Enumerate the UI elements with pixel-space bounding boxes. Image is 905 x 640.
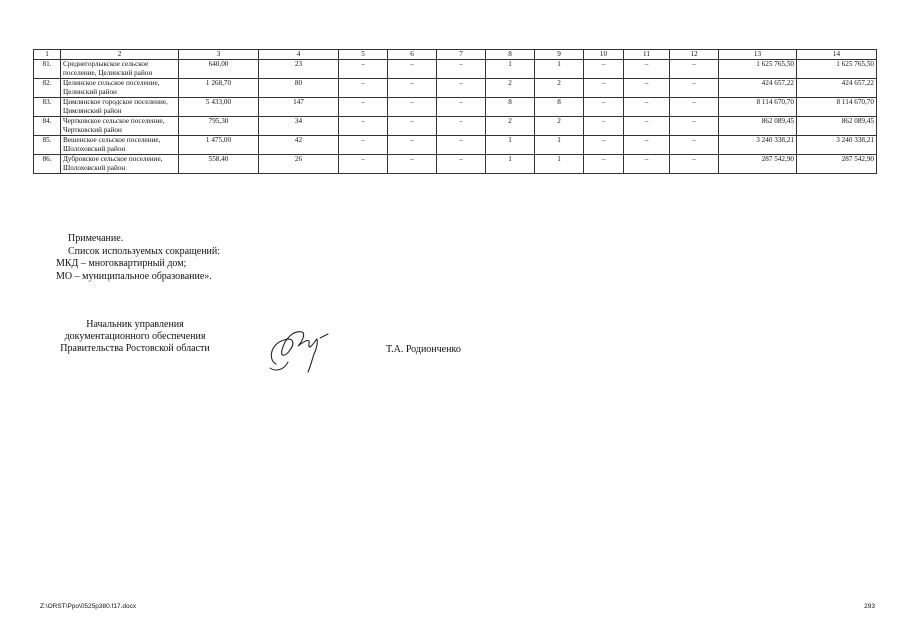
- position-line: документационного обеспечения: [64, 331, 206, 342]
- table-cell: –: [339, 60, 388, 79]
- table-cell: 1: [486, 155, 535, 174]
- column-header: 10: [584, 50, 624, 60]
- table-cell: 8 114 670,70: [797, 98, 877, 117]
- table-cell: –: [339, 79, 388, 98]
- table-cell: –: [624, 98, 670, 117]
- table-cell: 147: [259, 98, 339, 117]
- table-cell: –: [670, 136, 719, 155]
- table-row: [34, 117, 877, 136]
- note-line: МКД – многоквартирный дом;: [56, 258, 187, 269]
- settlement-name-cell: Дубровское сельское поселение, Шолоховский район: [61, 155, 179, 174]
- table-cell: 640,00: [179, 60, 259, 79]
- table-cell: 80: [259, 79, 339, 98]
- table-cell: 1 625 765,50: [719, 60, 797, 79]
- table-cell: 81.: [34, 60, 61, 79]
- table-cell: 84.: [34, 117, 61, 136]
- column-header: 8: [486, 50, 535, 60]
- table-cell: –: [437, 98, 486, 117]
- table-cell: 2: [535, 79, 584, 98]
- column-header: 6: [388, 50, 437, 60]
- note-block: [56, 233, 220, 283]
- column-header: 11: [624, 50, 670, 60]
- table-cell: 1: [535, 60, 584, 79]
- footer-page-number: 293: [864, 603, 875, 610]
- column-header: 2: [61, 50, 179, 60]
- note-line: МО – муниципальное образование».: [56, 270, 212, 282]
- table-cell: 558,40: [179, 155, 259, 174]
- table-cell: –: [437, 136, 486, 155]
- table-cell: 1 475,00: [179, 136, 259, 155]
- table-cell: –: [624, 60, 670, 79]
- table-cell: –: [584, 60, 624, 79]
- column-header: 1: [34, 50, 61, 60]
- position-line: Правительства Ростовской области: [60, 343, 210, 354]
- table-cell: –: [670, 117, 719, 136]
- table-cell: 2: [486, 117, 535, 136]
- table-cell: 424 657,22: [797, 79, 877, 98]
- table-cell: 85.: [34, 136, 61, 155]
- column-header: 13: [719, 50, 797, 60]
- table-row: [34, 136, 877, 155]
- table-cell: 42: [259, 136, 339, 155]
- data-table: [33, 49, 877, 174]
- table-cell: 8: [535, 98, 584, 117]
- table-cell: 86.: [34, 155, 61, 174]
- table-row: [34, 60, 877, 79]
- table-cell: 287 542,90: [797, 155, 877, 174]
- table-cell: 2: [535, 117, 584, 136]
- table-cell: 3 240 338,21: [797, 136, 877, 155]
- table-cell: –: [584, 155, 624, 174]
- table-cell: –: [339, 155, 388, 174]
- table-cell: 1: [486, 136, 535, 155]
- table-cell: 82.: [34, 79, 61, 98]
- table-cell: –: [624, 155, 670, 174]
- table-cell: 1: [535, 136, 584, 155]
- handwritten-signature: [262, 318, 342, 374]
- column-header: 7: [437, 50, 486, 60]
- settlement-name-cell: Цимлянское городское поселение, Цимлянский район: [61, 98, 179, 117]
- signatory-name: Т.А. Родионченко: [386, 344, 461, 355]
- table-cell: –: [388, 98, 437, 117]
- table-cell: –: [584, 136, 624, 155]
- table-cell: –: [670, 60, 719, 79]
- column-header: 3: [179, 50, 259, 60]
- settlement-name-cell: Среднегорлыкское сельское поселение, Целинский район: [61, 60, 179, 79]
- column-header: 5: [339, 50, 388, 60]
- table-cell: 1 268,70: [179, 79, 259, 98]
- note-line: Список используемых сокращений:: [68, 245, 221, 257]
- table-cell: –: [437, 117, 486, 136]
- table-header: [34, 50, 877, 60]
- table-cell: 26: [259, 155, 339, 174]
- column-header: 14: [797, 50, 877, 60]
- table-cell: 1 625 765,50: [797, 60, 877, 79]
- table-cell: –: [339, 136, 388, 155]
- table-cell: 1: [486, 60, 535, 79]
- table-cell: –: [624, 117, 670, 136]
- table-row: [34, 155, 877, 174]
- table-cell: –: [624, 79, 670, 98]
- table-cell: –: [388, 79, 437, 98]
- table-cell: –: [670, 98, 719, 117]
- footer-file-path: Z:\ORST\Ppo\0525p380.f17.docx: [40, 603, 137, 610]
- table-row: [34, 98, 877, 117]
- settlement-name-cell: Целинское сельское поселение, Целинский район: [61, 79, 179, 98]
- table-cell: 1: [535, 155, 584, 174]
- table-cell: –: [339, 117, 388, 136]
- table-cell: 862 089,45: [797, 117, 877, 136]
- table-cell: –: [388, 117, 437, 136]
- column-header: 12: [670, 50, 719, 60]
- table-cell: 795,30: [179, 117, 259, 136]
- position-line: Начальник управления: [86, 319, 184, 330]
- table-cell: –: [388, 136, 437, 155]
- settlement-name-cell: Чертковское сельское поселение, Чертковский район: [61, 117, 179, 136]
- table-cell: 34: [259, 117, 339, 136]
- table-body: [34, 60, 877, 174]
- table-cell: –: [670, 79, 719, 98]
- table-cell: 3 240 338,21: [719, 136, 797, 155]
- table-cell: –: [584, 117, 624, 136]
- table-cell: –: [437, 79, 486, 98]
- signatory-position: [40, 319, 230, 355]
- table-cell: 23: [259, 60, 339, 79]
- table-cell: 2: [486, 79, 535, 98]
- table-cell: –: [624, 136, 670, 155]
- note-title: Примечание.: [68, 233, 124, 244]
- table-cell: 862 089,45: [719, 117, 797, 136]
- table-cell: –: [388, 60, 437, 79]
- table-cell: –: [584, 79, 624, 98]
- table-cell: –: [584, 98, 624, 117]
- table-cell: 83.: [34, 98, 61, 117]
- table-cell: 287 542,90: [719, 155, 797, 174]
- table-cell: –: [670, 155, 719, 174]
- table-row: [34, 79, 877, 98]
- table-cell: –: [437, 155, 486, 174]
- table-cell: 8: [486, 98, 535, 117]
- table-cell: –: [437, 60, 486, 79]
- table-cell: –: [339, 98, 388, 117]
- table-cell: 5 433,00: [179, 98, 259, 117]
- settlement-name-cell: Вешенское сельское поселение, Шолоховский район: [61, 136, 179, 155]
- column-header: 9: [535, 50, 584, 60]
- column-header: 4: [259, 50, 339, 60]
- table-cell: 8 114 670,70: [719, 98, 797, 117]
- table-cell: –: [388, 155, 437, 174]
- table-cell: 424 657,22: [719, 79, 797, 98]
